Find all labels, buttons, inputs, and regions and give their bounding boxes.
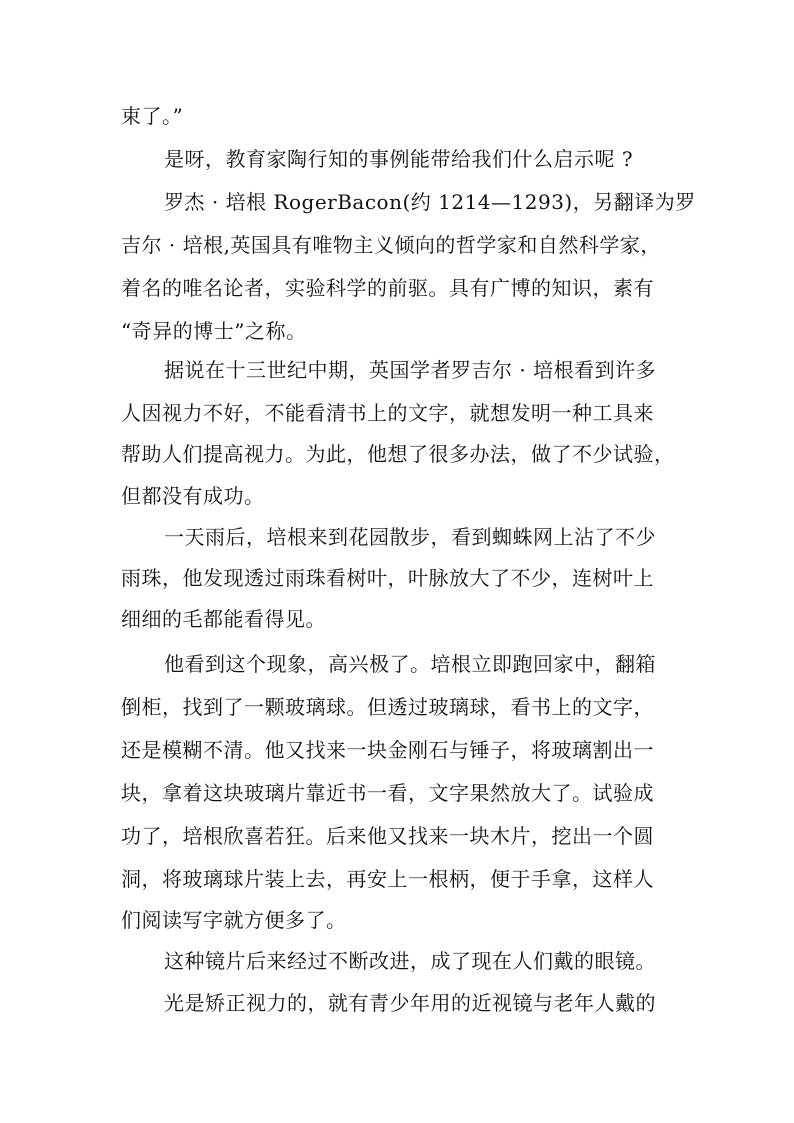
text-line: 一天雨后，培根来到花园散步，看到蜘蛛网上沾了不少 <box>164 525 656 549</box>
text-line: 罗杰 · 培根 RogerBacon(约 1214—1293)，另翻译为罗 <box>164 190 696 214</box>
text-line: 还是模糊不清。他又找来一块金刚石与锤子，将玻璃割出一 <box>121 738 654 762</box>
text-line: 是呀，教育家陶行知的事例能带给我们什么启示呢 ? <box>164 147 634 171</box>
text-line: 功了，培根欣喜若狂。后来他又找来一块木片，挖出一个圆 <box>121 824 654 848</box>
text-line: 人因视力不好，不能看清书上的文字，就想发明一种工具来 <box>121 401 654 425</box>
text-line: 但都没有成功。 <box>121 484 265 508</box>
text-line: “奇异的博士”之称。 <box>121 319 307 343</box>
text-line: 吉尔 · 培根,英国具有唯物主义倾向的哲学家和自然科学家， <box>121 233 661 257</box>
text-line: 们阅读写字就方便多了。 <box>121 908 347 932</box>
text-line: 洞，将玻璃球片装上去，再安上一根柄，便于手拿，这样人 <box>121 867 654 891</box>
text-line: 倒柜，找到了一颗玻璃球。但透过玻璃球，看书上的文字， <box>121 695 654 719</box>
text-line: 光是矫正视力的，就有青少年用的近视镜与老年人戴的 <box>164 991 656 1015</box>
text-line: 据说在十三世纪中期，英国学者罗吉尔 · 培根看到许多 <box>164 358 657 382</box>
text-line: 着名的唯名论者，实验科学的前驱。具有广博的知识，素有 <box>121 276 654 300</box>
text-line: 这种镜片后来经过不断改进，成了现在人们戴的眼镜。 <box>164 949 656 973</box>
text-line: 块，拿着这块玻璃片靠近书一看，文字果然放大了。试验成 <box>121 781 654 805</box>
text-line: 细细的毛都能看得见。 <box>121 607 326 631</box>
text-line: 束了。” <box>121 104 184 128</box>
text-line: 帮助人们提高视力。为此，他想了很多办法，做了不少试验， <box>121 442 675 466</box>
text-line: 他看到这个现象，高兴极了。培根立即跑回家中，翻箱 <box>164 652 656 676</box>
text-line: 雨珠，他发现透过雨珠看树叶，叶脉放大了不少，连树叶上 <box>121 566 654 590</box>
